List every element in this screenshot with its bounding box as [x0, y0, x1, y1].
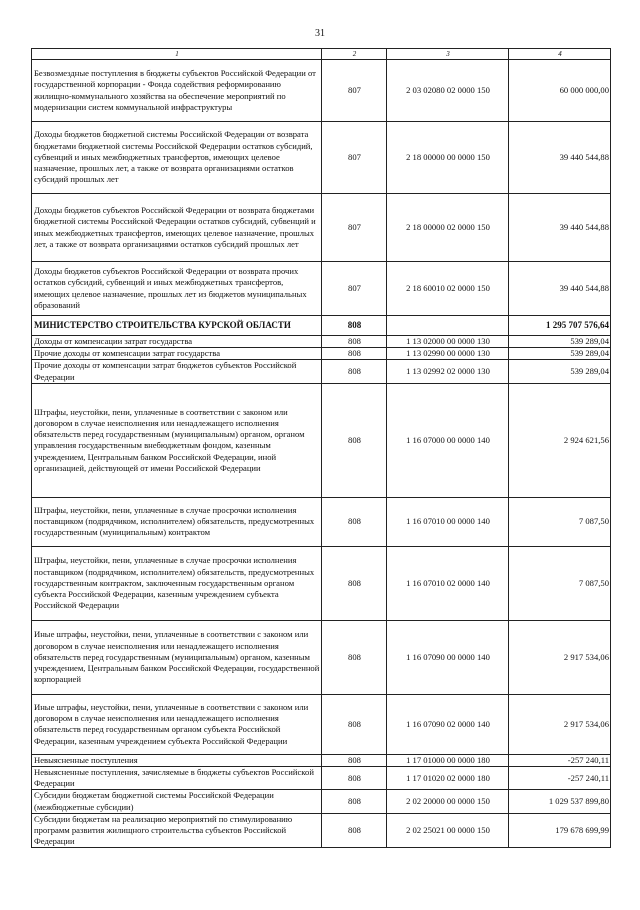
row-budget-code: [387, 316, 509, 336]
row-admin-code: 808: [322, 790, 387, 813]
table-row: [32, 790, 611, 813]
row-budget-code: 1 16 07090 02 0000 140: [387, 694, 509, 754]
table-header-row: [32, 49, 611, 60]
row-amount: 2 924 621,56: [509, 383, 611, 497]
table-row: [32, 122, 611, 194]
row-amount: 2 917 534,06: [509, 620, 611, 694]
table-row: [32, 754, 611, 766]
row-budget-code: 1 13 02000 00 0000 130: [387, 336, 509, 348]
row-name: Прочие доходы от компенсации затрат государства: [32, 348, 322, 360]
row-name: Доходы от компенсации затрат государства: [32, 336, 322, 348]
row-name: Доходы бюджетов субъектов Российской Федерации от возврата бюджетами бюджетной системы Российской Федерации остатков субсидий, субвенций и иных межбюджетных трансфертов, имеющих целевое назначение, прошлых лет, а также от возврата организациями остатков субсидий прошлых лет: [32, 194, 322, 262]
table-row: [32, 546, 611, 620]
revenue-table: [31, 48, 611, 848]
row-name: Невыясненные поступления: [32, 754, 322, 766]
row-budget-code: 1 13 02990 00 0000 130: [387, 348, 509, 360]
table-row: [32, 383, 611, 497]
row-budget-code: 1 17 01000 00 0000 180: [387, 754, 509, 766]
row-name: Иные штрафы, неустойки, пени, уплаченные в соответствии с законом или договором в случае неисполнения или ненадлежащего исполнения обязательств перед государственным органом субъекта Российской Федерации, казенным учреждением субъекта Российской Федерации: [32, 694, 322, 754]
table-row: [32, 60, 611, 122]
table-row: [32, 336, 611, 348]
table-row: [32, 497, 611, 546]
row-admin-code: 808: [322, 360, 387, 383]
row-name: Доходы бюджетов субъектов Российской Федерации от возврата прочих остатков субсидий, субвенций и иных межбюджетных трансфертов, имеющих целевое назначение, прошлых лет из бюджетов муниципальных образований: [32, 262, 322, 316]
table-row: [32, 620, 611, 694]
row-amount: -257 240,11: [509, 767, 611, 790]
row-name: Невыясненные поступления, зачисляемые в бюджеты субъектов Российской Федерации: [32, 767, 322, 790]
row-amount: 1 295 707 576,64: [509, 316, 611, 336]
row-admin-code: 808: [322, 694, 387, 754]
row-admin-code: 808: [322, 620, 387, 694]
row-name: Субсидии бюджетам на реализацию мероприятий по стимулированию программ развития жилищного строительства субъектов Российской Федерации: [32, 813, 322, 848]
row-admin-code: 807: [322, 122, 387, 194]
row-budget-code: 2 18 60010 02 0000 150: [387, 262, 509, 316]
row-budget-code: 2 18 00000 00 0000 150: [387, 122, 509, 194]
row-admin-code: 807: [322, 262, 387, 316]
column-header-2: 2: [322, 49, 387, 60]
row-amount: 7 087,50: [509, 546, 611, 620]
row-name: Прочие доходы от компенсации затрат бюджетов субъектов Российской Федерации: [32, 360, 322, 383]
row-amount: 539 289,04: [509, 348, 611, 360]
table-row: [32, 262, 611, 316]
row-name: Доходы бюджетов бюджетной системы Российской Федерации от возврата бюджетами бюджетной системы Российской Федерации остатков субсидий, субвенций и иных межбюджетных трансфертов, имеющих целевое назначение, прошлых лет, а также от возврата организациями остатков субсидий прошлых лет: [32, 122, 322, 194]
row-budget-code: 2 02 20000 00 0000 150: [387, 790, 509, 813]
row-amount: 2 917 534,06: [509, 694, 611, 754]
row-admin-code: 808: [322, 767, 387, 790]
row-admin-code: 808: [322, 383, 387, 497]
row-admin-code: 808: [322, 316, 387, 336]
table-row: [32, 360, 611, 383]
column-header-3: 3: [387, 49, 509, 60]
row-admin-code: 808: [322, 497, 387, 546]
row-amount: 60 000 000,00: [509, 60, 611, 122]
row-budget-code: 1 16 07010 02 0000 140: [387, 546, 509, 620]
row-name: Штрафы, неустойки, пени, уплаченные в случае просрочки исполнения поставщиком (подрядчиком, исполнителем) обязательств, предусмотренных государственным контрактом, заключенным государственным органом субъекта Российской Федерации, казенным учреждением субъекта Российской Федерации: [32, 546, 322, 620]
row-amount: -257 240,11: [509, 754, 611, 766]
row-budget-code: 2 03 02080 02 0000 150: [387, 60, 509, 122]
table-row: [32, 813, 611, 848]
row-amount: 7 087,50: [509, 497, 611, 546]
row-name: Безвозмездные поступления в бюджеты субъектов Российской Федерации от государственной корпорации - Фонда содействия реформированию жилищно-коммунального хозяйства на обеспечение мероприятий по модернизации систем коммунальной инфраструктуры: [32, 60, 322, 122]
table-row: [32, 767, 611, 790]
table-row: [32, 316, 611, 336]
row-budget-code: 2 18 00000 02 0000 150: [387, 194, 509, 262]
row-amount: 539 289,04: [509, 360, 611, 383]
table-row: [32, 194, 611, 262]
row-amount: 1 029 537 899,80: [509, 790, 611, 813]
row-budget-code: 1 13 02992 02 0000 130: [387, 360, 509, 383]
row-budget-code: 1 16 07000 00 0000 140: [387, 383, 509, 497]
row-budget-code: 1 16 07090 00 0000 140: [387, 620, 509, 694]
row-admin-code: 808: [322, 336, 387, 348]
row-admin-code: 808: [322, 348, 387, 360]
column-header-1: 1: [32, 49, 322, 60]
row-amount: 179 678 699,99: [509, 813, 611, 848]
row-name: МИНИСТЕРСТВО СТРОИТЕЛЬСТВА КУРСКОЙ ОБЛАСТИ: [32, 316, 322, 336]
row-admin-code: 808: [322, 546, 387, 620]
table-row: [32, 694, 611, 754]
column-header-4: 4: [509, 49, 611, 60]
row-amount: 39 440 544,88: [509, 194, 611, 262]
row-budget-code: 1 17 01020 02 0000 180: [387, 767, 509, 790]
table-row: [32, 348, 611, 360]
row-budget-code: 2 02 25021 00 0000 150: [387, 813, 509, 848]
row-name: Штрафы, неустойки, пени, уплаченные в случае просрочки исполнения поставщиком (подрядчиком, исполнителем) обязательств, предусмотренных государственным (муниципальным) контрактом: [32, 497, 322, 546]
row-admin-code: 808: [322, 754, 387, 766]
row-name: Иные штрафы, неустойки, пени, уплаченные в соответствии с законом или договором в случае неисполнения или ненадлежащего исполнения обязательств перед государственным (муниципальным) органом, казенным учреждением, Центральным банком Российской Федерации, государственной корпорацией: [32, 620, 322, 694]
row-amount: 539 289,04: [509, 336, 611, 348]
row-amount: 39 440 544,88: [509, 122, 611, 194]
row-name: Субсидии бюджетам бюджетной системы Российской Федерации (межбюджетные субсидии): [32, 790, 322, 813]
row-name: Штрафы, неустойки, пени, уплаченные в соответствии с законом или договором в случае неисполнения или ненадлежащего исполнения обязательств перед государственным (муниципальным) органом, органом управления государственным внебюджетным фондом, казенным учреждением, Центральным банком Российской Федерации, иной организацией, действующей от имени Российской Федерации: [32, 383, 322, 497]
row-admin-code: 807: [322, 60, 387, 122]
page-number: 31: [315, 28, 325, 39]
row-admin-code: 808: [322, 813, 387, 848]
row-budget-code: 1 16 07010 00 0000 140: [387, 497, 509, 546]
row-admin-code: 807: [322, 194, 387, 262]
row-amount: 39 440 544,88: [509, 262, 611, 316]
